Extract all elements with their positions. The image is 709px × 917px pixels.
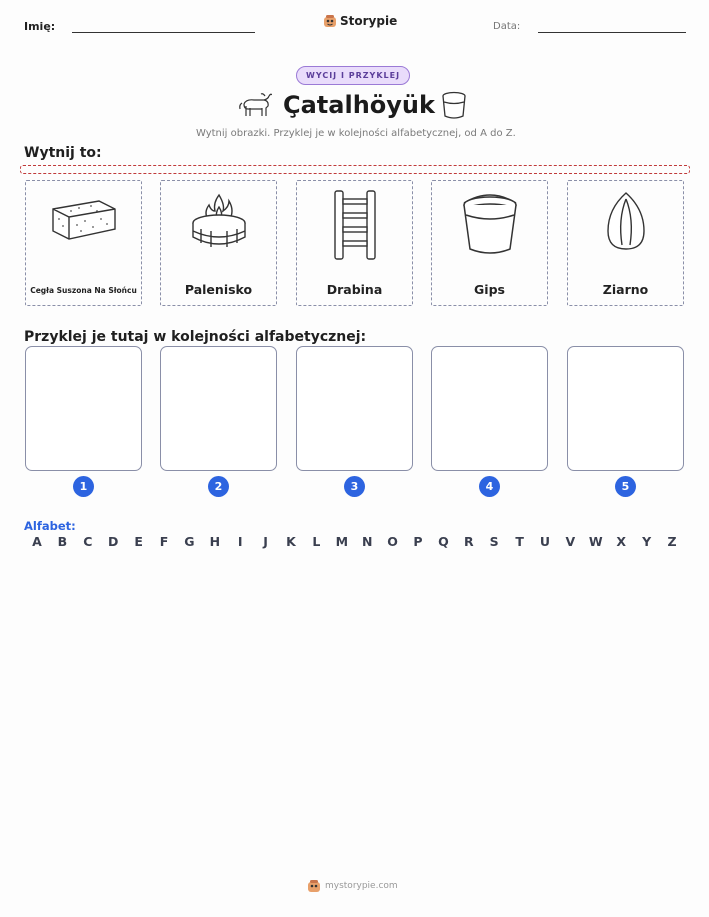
name-label: Imię:: [24, 20, 56, 33]
cut-card-seed[interactable]: [567, 180, 684, 306]
alphabet-letter: I: [237, 534, 243, 549]
cut-card-mud-brick[interactable]: [25, 180, 142, 306]
date-line[interactable]: [538, 32, 686, 33]
alphabet-letter: T: [515, 534, 524, 549]
alphabet-letter: W: [588, 534, 603, 549]
name-line[interactable]: [72, 32, 255, 33]
alphabet-letter: Q: [438, 534, 449, 549]
card-label: Cegła Suszona Na Słońcu: [30, 286, 137, 295]
card-label: Palenisko: [184, 282, 253, 297]
alphabet-letter: S: [489, 534, 499, 549]
date-label: Data:: [493, 21, 521, 32]
brand-logo: [323, 14, 397, 28]
alphabet-letter: E: [134, 534, 143, 549]
slot-number-4: 4: [479, 476, 500, 497]
alphabet-letter: V: [565, 534, 576, 549]
storypie-logo-icon: [323, 14, 337, 28]
slot-number-5: 5: [615, 476, 636, 497]
paste-section-title: Przyklej je tutaj w kolejności alfabetycznej:: [24, 329, 367, 345]
alphabet-letter: J: [263, 534, 268, 549]
storypie-logo-icon: [307, 879, 321, 893]
seed-icon: [604, 189, 648, 253]
alphabet-letter: F: [159, 534, 169, 549]
alphabet-letter: U: [539, 534, 551, 549]
page-title: Çatalhöyük: [283, 91, 435, 119]
paste-slot-4[interactable]: [431, 346, 548, 471]
alphabet-row: [27, 534, 687, 552]
alphabet-letter: K: [286, 534, 296, 549]
brand-name: Storypie: [340, 14, 398, 28]
instructions: Wytnij obrazki. Przyklej je w kolejności alfabetycznej, od A do Z.: [196, 128, 516, 139]
alphabet-letter: D: [107, 534, 119, 549]
fire-pit-icon: [189, 191, 249, 251]
footer-site[interactable]: mystorypie.com: [325, 881, 398, 891]
cut-card-ladder[interactable]: [296, 180, 413, 306]
plaster-bucket-icon: [440, 90, 468, 120]
paste-slot-1[interactable]: [25, 346, 142, 471]
alphabet-label: Alfabet:: [24, 519, 76, 533]
activity-badge: WYCIJ I PRZYKLEJ: [296, 66, 410, 85]
slot-number-2: 2: [208, 476, 229, 497]
alphabet-letter: B: [57, 534, 68, 549]
bull-icon: [238, 90, 272, 120]
alphabet-letter: A: [32, 534, 42, 549]
alphabet-letter: G: [184, 534, 195, 549]
alphabet-letter: Z: [667, 534, 677, 549]
alphabet-letter: Y: [642, 534, 652, 549]
alphabet-letter: N: [361, 534, 373, 549]
alphabet-letter: R: [463, 534, 474, 549]
paste-slot-2[interactable]: [160, 346, 277, 471]
alphabet-letter: M: [335, 534, 349, 549]
slot-number-1: 1: [73, 476, 94, 497]
slot-number-3: 3: [344, 476, 365, 497]
paste-slot-5[interactable]: [567, 346, 684, 471]
alphabet-letter: P: [413, 534, 423, 549]
alphabet-letter: C: [83, 534, 93, 549]
paste-slot-3[interactable]: [296, 346, 413, 471]
footer: [307, 879, 398, 893]
alphabet-letter: O: [387, 534, 398, 549]
card-label: Ziarno: [602, 282, 649, 297]
card-label: Gips: [474, 282, 505, 297]
cut-card-plaster[interactable]: [431, 180, 548, 306]
plaster-bucket-icon: [460, 189, 520, 257]
alphabet-letter: X: [616, 534, 626, 549]
card-label: Drabina: [326, 282, 383, 297]
cut-card-fire-pit[interactable]: [160, 180, 277, 306]
alphabet-letter: H: [209, 534, 221, 549]
ladder-icon: [331, 189, 379, 261]
alphabet-letter: L: [312, 534, 321, 549]
cut-section-title: Wytnij to:: [24, 145, 102, 161]
cut-line: [20, 165, 690, 174]
mud-brick-icon: [49, 193, 119, 243]
